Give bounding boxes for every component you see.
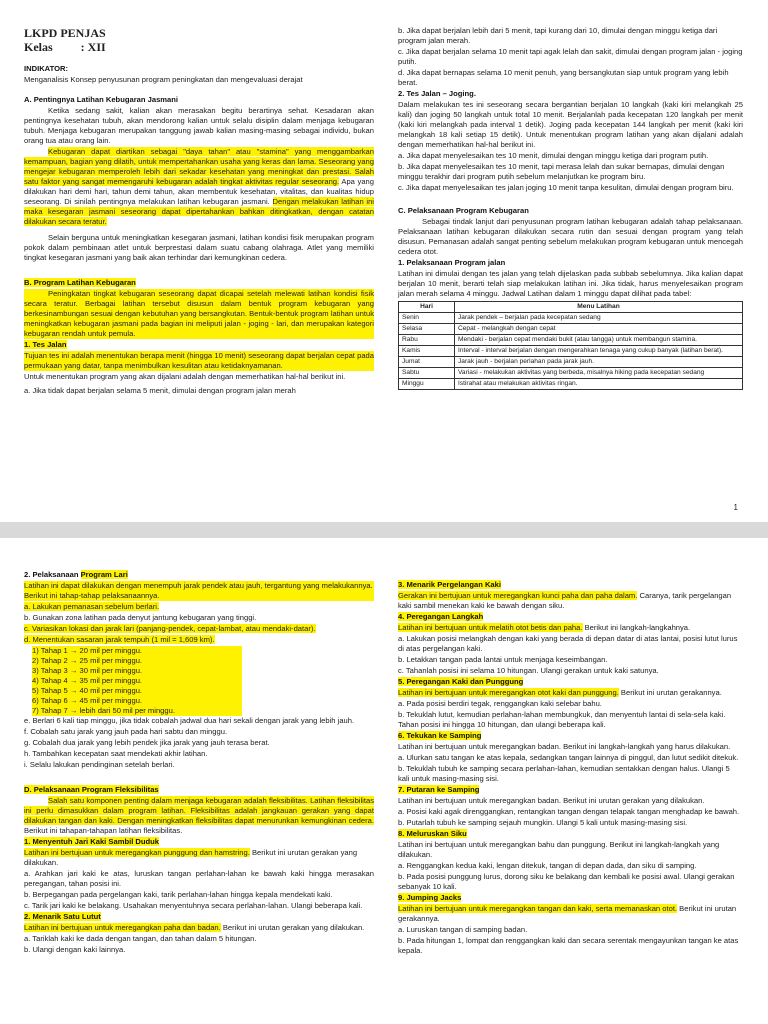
d8-item-b: b. Pada posisi punggung lurus, dorong siku ke belakang dan kembali ke posisi awal. Ulangi gerakan sebanyak 10 kali. (398, 872, 735, 891)
lari-item-i: i. Selalu lakukan pendinginan setelah berlari. (24, 760, 175, 769)
d1-item-c: c. Tarik jari kaki ke belakang. Usahakan menyentuhnya secara perlahan-lahan. Ulangi beberapa kali. (24, 901, 363, 910)
list-item: 4) Tahap 4 → 35 mil per minggu. (32, 676, 242, 686)
section-a-heading: A. Pentingnya Latihan Kebugaran Jasmani (24, 95, 179, 104)
d2-item-b: b. Ulangi dengan kaki lainnya. (24, 945, 126, 954)
table-cell-day: Jumat (399, 357, 455, 368)
indikator-heading: INDIKATOR: (24, 64, 69, 73)
list-item: 2) Tahap 2 → 25 mil per minggu. (32, 656, 242, 666)
tes-jalan-purpose: Tujuan tes ini adalah menentukan berapa menit (hingga 10 menit) seseorang dapat berjalan cepat pada permukaan yang datar, tanpa menimbulkan kesulitan atau ketidaknyamanan. (24, 351, 374, 370)
d2-item-a: a. Tariklah kaki ke dada dengan tangan, dan tahan dalam 5 hitungan. (24, 934, 257, 943)
d9-paragraph (398, 904, 743, 924)
section-b-heading: B. Program Latihan Kebugaran (24, 278, 136, 287)
table-header-row (399, 302, 743, 313)
program-jalan-heading: 1. Pelaksanaan Program jalan (398, 258, 506, 267)
lari-item-a: a. Lakukan pemanasan sebelum berlari. (24, 602, 160, 611)
d3-highlight: Gerakan ini bertujuan untuk meregangkan kunci paha dan paha dalam. (398, 591, 638, 600)
kelas-line (24, 40, 374, 54)
d4-item-c: c. Tahanlah posisi ini selama 10 hitungan. Ulangi gerakan untuk kaki satunya. (398, 666, 659, 675)
d1-heading: 1. Menyentuh Jari Kaki Sambil Duduk (24, 837, 160, 846)
table-cell-day: Sabtu (399, 368, 455, 379)
tes-jalan-item-b: b. Jika dapat berjalan lebih dari 5 menit, tapi kurang dari 10, dimulai dengan minggu ketiga dari program jalan merah. (398, 26, 718, 45)
d4-item-a: a. Lakukan posisi melangkah dengan kaki yang berada di depan datar di atas lantai, posisi lutut lurus di atas pergelangan kaki. (398, 634, 738, 653)
d1-item-b: b. Berpegangan pada pergelangan kaki, tarik perlahan-lahan hingga kepala mendekati kaki. (24, 890, 333, 899)
section-a-paragraph-2-text: Apa yang dilakukan hari demi hari, tahun demi tahun, akan membentuk kesehatan, vitalitas, dan kualitas hidup seseorang. Di sinilah pentingnya melakukan latihan kebugaran jasmani. (24, 177, 374, 206)
kelas-label: Kelas (24, 40, 53, 54)
table-cell-menu: Variasi - melakukan aktivitas yang berbeda, misalnya hiking pada kecepatan sedang (455, 368, 743, 379)
lari-item-b: b. Gunakan zona latihan pada denyut jantung kebugaran yang tinggi. (24, 613, 257, 622)
table-cell-day: Selasa (399, 324, 455, 335)
d4-heading: 4. Peregangan Langkah (398, 612, 484, 621)
table-row (399, 379, 743, 390)
d5-item-a: a. Pada posisi berdiri tegak, renggangkan kaki selebar bahu. (398, 699, 602, 708)
d5-highlight: Latihan ini bertujuan untuk meregangkan otot kaki dan punggung. (398, 688, 619, 697)
d7-paragraph: Latihan ini bertujuan untuk meregangkan badan. Berikut ini urutan gerakan yang dilakukan. (398, 796, 705, 805)
d7-item-a: a. Posisi kaki agak direnggangkan, rentangkan tangan dengan telapak tangan menghadap ke bawah. (398, 807, 740, 816)
highlight-kebugaran-definition: Kebugaran dapat diartikan sebagai "daya tahan" atau "stamina" yang menggambarkan kemampuan, bagian yang dilatih, untuk mempertahankan usaha yang keras dan lama. Seseorang yang mengejar kebugaran memperoleh lebih dari sekadar kesehatan yang meningkat dan prestasi. Salah satu faktor yang sangat memengaruhi kebugaran adalah tingkat aktivitas regular seseorang. (24, 147, 374, 186)
d3-heading: 3. Menarik Pergelangan Kaki (398, 580, 501, 589)
d2-rest: Berikut ini urutan gerakan yang dilakukan. (220, 923, 365, 932)
d5-rest: Berikut ini urutan gerakannya. (618, 688, 722, 697)
page2-left-column (24, 570, 374, 956)
table-cell-menu: Cepat - melangkah dengan cepat (455, 324, 743, 335)
table-cell-menu: Jarak jauh - berjalan perlahan pada jarak jauh. (455, 357, 743, 368)
d9-rest: Berikut ini urutan gerakannya. (398, 904, 737, 923)
weekly-schedule-table (398, 301, 743, 390)
indikator-text: Menganalisis Konsep penyusunan program peningkatan dan mengevaluasi derajat (24, 75, 303, 84)
d6-heading: 6. Tekukan ke Samping (398, 731, 482, 740)
table-cell-menu: Interval - interval berjalan dengan mengerahkan tenaga yang cukup banyak (latihan berat). (455, 346, 743, 357)
section-d-paragraph-highlight: Salah satu komponen penting dalam menjaga kebugaran adalah fleksibilitas. Latihan fleksibilitas ini perlu dimasukkan dalam program latihan. Fleksibilitas adalah jangkauan gerakan yang dapat dilakukan tangan dan kaki. Dengan meningkatkan fleksibilitas dapat menurunkan kemungkinan cedera. (24, 796, 374, 825)
page-number: 1 (733, 503, 738, 512)
tes-jalan-item-c: c. Jika dapat berjalan selama 10 menit tapi agak lelah dan sakit, dimulai dengan program jalan - joging putih. (398, 47, 743, 66)
tes-jalan-item-a: a. Jika tidak dapat berjalan selama 5 menit, dimulai dengan program jalan merah (24, 386, 296, 395)
d1-highlight: Latihan ini bertujuan untuk meregangkan punggung dan hamstring. (24, 848, 250, 857)
page1-right-column (398, 26, 743, 390)
d3-rest: Caranya, tarik pergelangan kaki sambil menekan kaki ke bawah dengan siku. (398, 591, 732, 610)
list-item: 5) Tahap 5 → 40 mil per minggu. (32, 686, 242, 696)
section-a-paragraph-3: Selain berguna untuk meningkatkan kesegaran jasmani, latihan kondisi fisik merupakan program pokok dalam pembinaan atlet untuk berprestasi dalam suatu cabang olahraga. Atlet yang memiliki tingkat kesegaran jasmani yang baik akan terhindar dari kemungkinan cedera. (24, 233, 374, 262)
lari-item-e: e. Berlari 6 kali tiap minggu, jika tidak cobalah jadwal dua hari sekali dengan jarak yang lebih jauh. (24, 716, 355, 725)
program-jalan-paragraph: Latihan ini dimulai dengan tes jalan yang telah dijelaskan pada subbab sebelumnya. Jika kalian dapat berjalan 10 menit, berarti telah siap melakukan latihan ini. Jika tidak, harus menyelesaikan program jalan merah selama 4 minggu. Jadwal Latihan dalam 1 minggu dapat dilihat pada tabel: (398, 269, 743, 298)
lari-item-d: d. Menentukan sasaran jarak tempuh (1 mil = 1,609 km). (24, 635, 215, 644)
table-row (399, 346, 743, 357)
table-header-hari: Hari (399, 302, 455, 313)
d6-item-b: b. Tekuklah tubuh ke samping secara perlahan-lahan, kemudian sentakkan dengan halus. Ulangi 5 kali untuk masing-masing sisi. (398, 764, 730, 783)
d5-item-b: b. Tekuklah lutut, kemudian perlahan-lahan membungkuk, dan menyentuh lantai di sela-sela kaki. Tahan posisi ini hingga 10 hitungan, dan ulangi beberapa kali. (398, 710, 726, 729)
section-c-paragraph: Sebagai tindak lanjut dari penyusunan program latihan kebugaran adalah tahap pelaksanaan. Pelaksanaan latihan kebugaran dilakukan secara rutin dan sesuai dengan program yang telah disusun. Pemanasan adalah sangat penting sebelum melakukan program kebugaran untuk mencegah cedera otot. (398, 217, 743, 256)
d9-item-a: a. Luruskan tangan di samping badan. (398, 925, 528, 934)
tes-joging-heading: 2. Tes Jalan – Joging. (398, 89, 476, 98)
highlight-latihan-teratur: Dengan melakukan latihan ini maka kesegaran jasmani seseorang dapat dipertahankan bahkan ditingkatkan, dengan catatan dilakukan secara teratur. (24, 197, 374, 226)
lari-item-f: f. Cobalah satu jarak yang jauh pada hari sabtu dan minggu. (24, 727, 228, 736)
tes-joging-item-c: c. Jika dapat menyelesaikan tes jalan joging 10 menit tanpa kesulitan, dimulai dengan program biru. (398, 183, 734, 192)
program-lari-heading-prefix: 2. Pelaksanaan (24, 570, 81, 579)
table-cell-menu: Istirahat atau melakukan aktivitas ringan. (455, 379, 743, 390)
section-b-paragraph: Peningkatan tingkat kebugaran seseorang dapat dicapai setelah melewati latihan kondisi fisik secara teratur. Berbagai latihan tersebut disusun dalam bentuk program kebugaran yang berkesinambungan sesuai dengan kebutuhan yang bersangkutan. Bentuk-bentuk program latihan untuk meningkatkan kebugaran jasmani pada bagian ini meliputi jalan - joging - lari, dan merupakan kategori kebugaran rendah untuk pemula. (24, 289, 374, 338)
lari-item-c: c. Variasikan lokasi dan jarak lari (panjang-pendek, cepat-lambat, atau mendaki-datar). (24, 624, 316, 633)
section-a-paragraph-2 (24, 147, 374, 227)
table-header-menu: Menu Latihan (455, 302, 743, 313)
d6-item-a: a. Ulurkan satu tangan ke atas kepala, sedangkan tangan lainnya di pinggul, dan lutut sedikit ditekuk. (398, 753, 739, 762)
d4-highlight: Latihan ini bertujuan untuk melatih otot betis dan paha. (398, 623, 583, 632)
d4-rest: Berikut ini langkah-langkahnya. (582, 623, 691, 632)
section-d-paragraph-rest: Berikut ini tahapan-tahapan latihan fleksibilitas. (24, 826, 183, 835)
d2-highlight: Latihan ini bertujuan untuk meregangkan paha dan badan. (24, 923, 221, 932)
d7-item-b: b. Putarlah tubuh ke samping sejauh mungkin. Ulangi 5 kali untuk masing-masing sisi. (398, 818, 688, 827)
tes-jalan-item-d: d. Jika dapat bernapas selama 10 menit penuh, yang bersangkutan siap untuk program yang lebih berat. (398, 68, 729, 87)
page2-right-column (398, 580, 743, 957)
d3-paragraph (398, 591, 743, 611)
table-cell-day: Kamis (399, 346, 455, 357)
lari-item-g: g. Cobalah dua jarak yang lebih pendek jika jarak yang jauh terasa berat. (24, 738, 270, 747)
d8-paragraph: Latihan ini bertujuan untuk meregangkan bahu dan punggung. Berikut ini langkah-langkah yang dilakukan. (398, 840, 720, 859)
table-row (399, 368, 743, 379)
section-c-heading: C. Pelaksanaan Program Kebugaran (398, 206, 529, 215)
program-lari-heading (24, 570, 374, 580)
lari-step-list (24, 646, 374, 716)
d2-paragraph (24, 923, 374, 933)
page1-left-column (24, 26, 374, 397)
d9-heading: 9. Jumping Jacks (398, 893, 462, 902)
list-item: 3) Tahap 3 → 30 mil per minggu. (32, 666, 242, 676)
d4-item-b: b. Letakkan tangan pada lantai untuk menjaga keseimbangan. (398, 655, 608, 664)
table-cell-menu: Mendaki - berjalan cepat mendaki bukit (atau tangga) untuk membangun stamina. (455, 335, 743, 346)
document-title: LKPD PENJAS (24, 26, 106, 40)
section-d-heading: D. Pelaksanaan Program Fleksibilitas (24, 785, 159, 794)
d1-paragraph (24, 848, 374, 868)
d5-paragraph (398, 688, 743, 698)
kelas-value: : XII (80, 40, 106, 54)
table-cell-menu: Jarak pendek – berjalan pada kecepatan sedang (455, 313, 743, 324)
tes-joging-item-b: b. Jika dapat menyelesaikan tes 10 menit, tapi merasa lelah dan sukar bernapas, dimulai dengan minggu terakhir dari program putih sebelum melanjutkan ke program biru. (398, 162, 725, 181)
d9-highlight: Latihan ini bertujuan untuk meregangkan tangan dan kaki, serta memanaskan otot. (398, 904, 678, 913)
tes-jalan-note: Untuk menentukan program yang akan dijalani adalah dengan memerhatikan hal-hal berikut ini. (24, 372, 346, 381)
tes-jalan-heading: 1. Tes Jalan (24, 340, 67, 349)
program-lari-heading-highlight: Program Lari (80, 570, 128, 579)
d1-rest: Berikut ini urutan gerakan yang dilakukan. (24, 848, 358, 867)
section-a-paragraph-1: Ketika sedang sakit, kalian akan merasakan begitu berartinya sehat. Kesadaran akan pentingnya kesehatan tubuh, akan mendorong kalian untuk selalu disiplin dalam menjaga kebugaran tubuh. Menjaga kebugaran merupakan tanggung jawab kalian masing-masing sebagai individu, bukan orang tua atau orang lain. (24, 106, 374, 145)
table-cell-day: Minggu (399, 379, 455, 390)
tes-joging-item-a: a. Jika dapat menyelesaikan tes 10 menit, dimulai dengan minggu ketiga dari program putih. (398, 151, 709, 160)
section-d-paragraph (24, 796, 374, 836)
d8-item-a: a. Renggangkan kedua kaki, lengan ditekuk, tangan di depan dada, dan siku di samping. (398, 861, 697, 870)
table-row (399, 357, 743, 368)
table-row (399, 324, 743, 335)
d2-heading: 2. Menarik Satu Lutut (24, 912, 101, 921)
list-item: 7) Tahap 7 → lebih dari 50 mil per minggu. (32, 706, 242, 716)
list-item: 1) Tahap 1 → 20 mil per minggu. (32, 646, 242, 656)
table-row (399, 335, 743, 346)
table-row (399, 313, 743, 324)
d5-heading: 5. Peregangan Kaki dan Punggung (398, 677, 524, 686)
d8-heading: 8. Meluruskan Siku (398, 829, 467, 838)
d1-item-a: a. Arahkan jari kaki ke atas, luruskan tangan perlahan-lahan ke bawah kaki hingga merasakan peregangan, tahan posisi ini. (24, 869, 374, 888)
d7-heading: 7. Putaran ke Samping (398, 785, 480, 794)
table-cell-day: Rabu (399, 335, 455, 346)
tes-joging-paragraph: Dalam melakukan tes ini seseorang secara bergantian berjalan 10 langkah (kaki kiri melangkah 25 kali) dan joging 50 langkah untuk total 10 menit. Berjalanlah pada kecepatan 120 langkah per menit (kaki kiri melangkah pada interval 1 detik). Joging pada kecepatan 144 langkah per menit (kaki kiri melangkah 18 kali setiap 15 detik). Untuk menentukan program latihan yang akan dijalani adalah dengan memerhatikan hal-hal berikut ini. (398, 100, 743, 149)
d4-paragraph (398, 623, 743, 633)
program-lari-paragraph: Latihan ini dapat dilakukan dengan menempuh jarak pendek atau jauh, tergantung yang melakukannya. Berikut ini tahap-tahap pelaksanaannya. (24, 581, 373, 600)
d9-item-b: b. Pada hitungan 1, lompat dan renggangkan kaki dan secara serentak mengayunkan tangan ke atas kepala. (398, 936, 739, 955)
document-page-2 (0, 538, 768, 1024)
d6-paragraph: Latihan ini bertujuan untuk meregangkan badan. Berikut ini langkah-langkah yang harus dilakukan. (398, 742, 731, 751)
list-item: 6) Tahap 6 → 45 mil per minggu. (32, 696, 242, 706)
lari-item-h: h. Tambahkan kecepatan saat mendekati akhir latihan. (24, 749, 208, 758)
table-cell-day: Senin (399, 313, 455, 324)
